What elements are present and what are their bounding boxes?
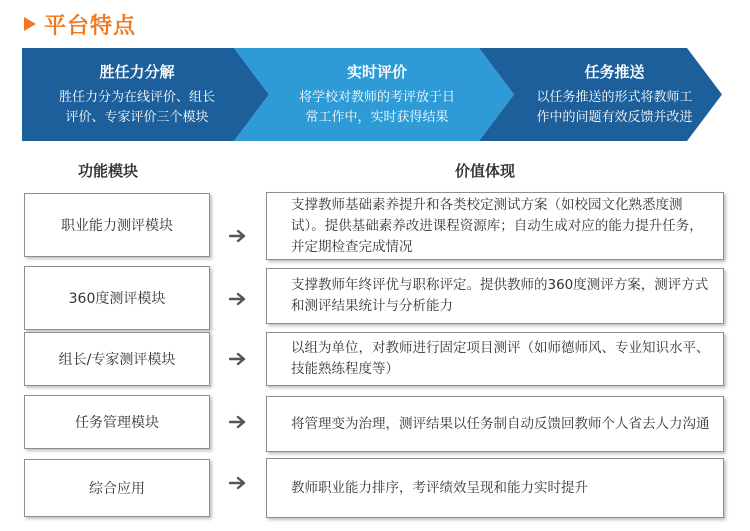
section-header xyxy=(24,8,136,40)
module-label: 职业能力测评模块 xyxy=(61,218,173,234)
arrow-right-icon xyxy=(229,292,247,306)
segment-desc-line2: 评价、专家评价三个模块 xyxy=(65,110,209,125)
arrow-right-icon xyxy=(229,415,247,429)
module-column-header: 功能模块 xyxy=(78,162,139,180)
segment-desc-line1: 胜任力分为在线评价、组长 xyxy=(58,90,215,105)
arrow-right-icon xyxy=(229,229,247,243)
value-text: 支撑教师基础素养提升和各类校定测试方案（如校园文化熟悉度测试）。提供基础素养改进课程资源库；自动生成对应的能力提升任务，并定期检查完成情况 xyxy=(291,196,703,255)
arrow-right-icon xyxy=(229,352,247,366)
segment-title: 胜任力分解 xyxy=(99,63,175,81)
module-box-4 xyxy=(24,395,210,449)
segment-title: 实时评价 xyxy=(346,63,407,81)
value-box-5 xyxy=(266,458,724,518)
module-label: 任务管理模块 xyxy=(75,415,159,431)
value-box-4 xyxy=(266,396,724,452)
section-title: 平台特点 xyxy=(44,13,137,39)
value-text: 支撑教师年终评优与职称评定。提供教师的360度测评方案，测评方式和测评结果统计与分析能力 xyxy=(291,277,709,314)
segment-desc-line2: 常工作中，实时获得结果 xyxy=(305,110,449,125)
triangle-right-icon xyxy=(24,17,36,31)
value-text: 将管理变为治理，测评结果以任务制自动反馈回教师个人省去人力沟通 xyxy=(291,415,710,432)
module-label: 360度测评模块 xyxy=(68,291,166,307)
segment-title: 任务推送 xyxy=(584,63,645,81)
module-box-5 xyxy=(24,459,210,517)
segment-desc-line1: 将学校对教师的考评放于日 xyxy=(298,90,455,105)
banner-segment-3 xyxy=(512,48,717,141)
value-box-1 xyxy=(266,192,724,260)
banner-segment-1 xyxy=(32,48,242,141)
segment-desc-line2: 作中的问题有效反馈并改进 xyxy=(536,110,693,125)
module-box-2 xyxy=(24,266,210,330)
arrow-right-icon xyxy=(229,476,247,490)
module-box-3 xyxy=(24,332,210,386)
value-box-2 xyxy=(266,268,724,324)
value-column-header: 价值体现 xyxy=(455,162,516,180)
module-label: 综合应用 xyxy=(89,481,145,497)
value-text: 以组为单位，对教师进行固定项目测评（如师德师风、专业知识水平、技能熟练程度等） xyxy=(291,340,710,377)
module-label: 组长/专家测评模块 xyxy=(58,352,176,368)
banner-segment-2 xyxy=(272,48,482,141)
feature-banner xyxy=(22,48,722,141)
value-text: 教师职业能力排序，考评绩效呈现和能力实时提升 xyxy=(291,479,588,496)
module-box-1 xyxy=(24,193,210,257)
segment-desc-line1: 以任务推送的形式将教师工 xyxy=(536,90,693,105)
value-box-3 xyxy=(266,332,724,386)
